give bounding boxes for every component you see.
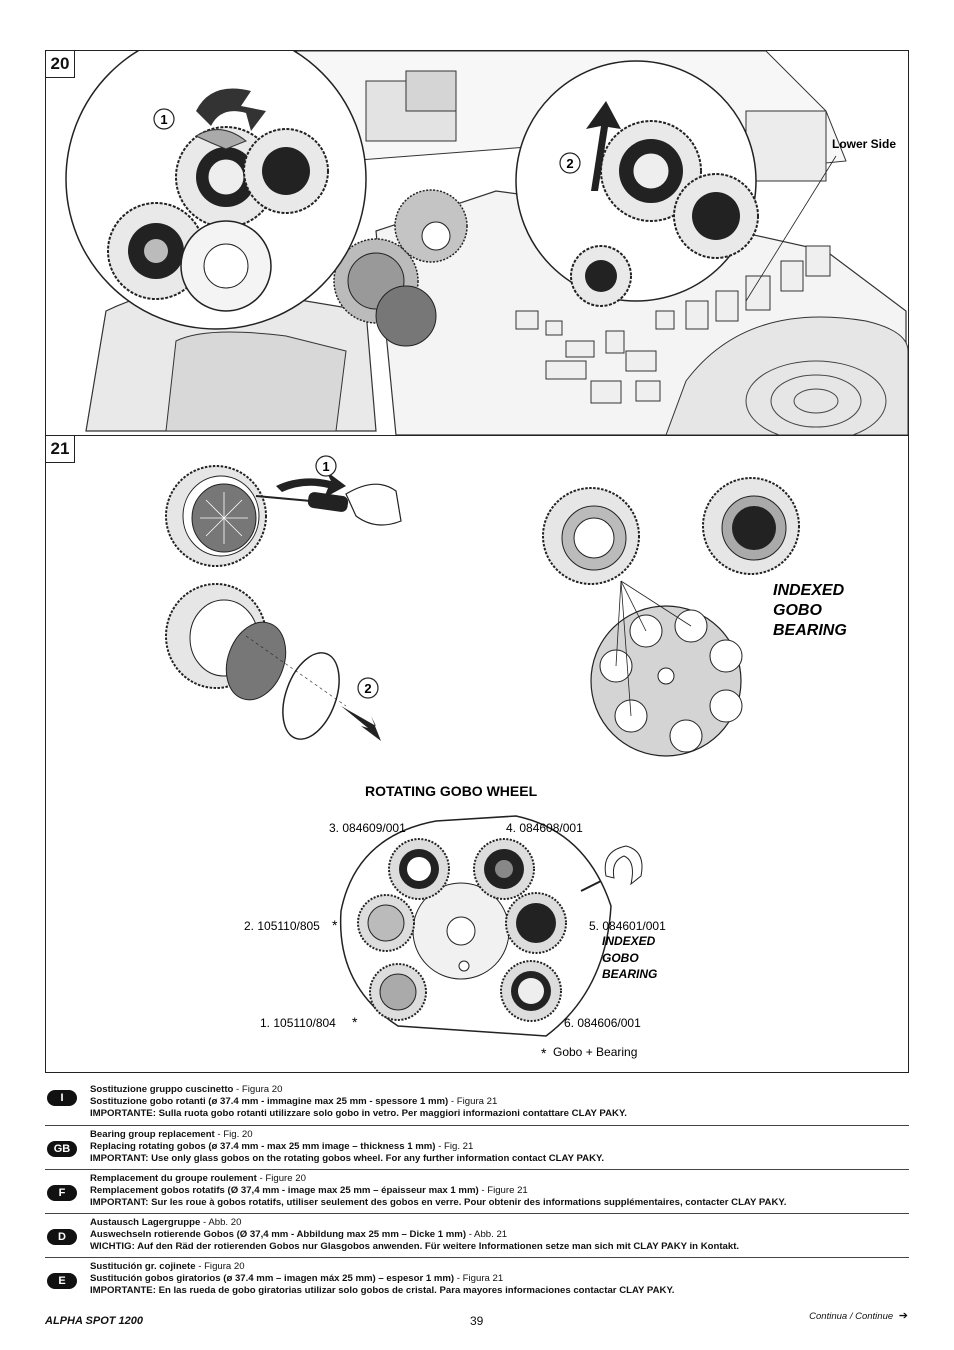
- legend-star: *: [541, 1045, 547, 1061]
- de-line3: WICHTIG: Auf den Räd der rotierenden Gobos nur Glasgobos anwenden. Für weitere Informationen setze man sich mit CLAY PAKY in Kontakt.: [90, 1241, 740, 1252]
- figure-21-illustration: [46, 436, 908, 1072]
- part-1-label: 1. 105110/804: [260, 1016, 336, 1030]
- es-line2: Sustitución gobos giratorios (ø 37.4 mm – imagen máx 25 mm) – espesor 1 mm): [90, 1273, 455, 1284]
- es-line1: Sustitución gr. cojinete: [90, 1261, 196, 1272]
- figure-21-number: 21: [46, 436, 75, 463]
- gb-line3: IMPORTANT: Use only glass gobos on the rotating gobos wheel. For any further information contact CLAY PAKY.: [90, 1153, 605, 1164]
- lang-row-es: [45, 1257, 909, 1302]
- it-line1-ref: - Figura 20: [233, 1084, 283, 1095]
- indexed-label-line2: GOBO: [773, 602, 822, 619]
- part-6-label: 6. 084606/001: [564, 1016, 641, 1030]
- lang-row-de: [45, 1213, 909, 1258]
- continue-note: [809, 1309, 908, 1322]
- product-name: ALPHA SPOT 1200: [45, 1315, 144, 1327]
- part-4-label: 4. 084608/001: [506, 821, 583, 835]
- figure-20-panel: [45, 50, 909, 436]
- lang-row-gb: [45, 1125, 909, 1170]
- rotating-gobo-wheel-title: ROTATING GOBO WHEEL: [365, 783, 538, 799]
- es-line2-ref: - Figura 21: [454, 1273, 504, 1284]
- arrow-right-icon: ➔: [898, 1310, 908, 1322]
- it-line1: Sostituzione gruppo cuscinetto: [90, 1084, 234, 1095]
- es-line1-ref: - Figura 20: [195, 1261, 245, 1272]
- lang-badge-it: I: [47, 1090, 77, 1106]
- fr-line2: Remplacement gobos rotatifs (Ø 37,4 mm - image max 25 mm – épaisseur max 1 mm): [90, 1185, 479, 1196]
- lang-badge-es: E: [47, 1273, 77, 1289]
- figure-21-panel: [45, 435, 909, 1073]
- lower-side-label: Lower Side: [831, 137, 896, 151]
- de-line1: Austausch Lagergruppe: [90, 1217, 201, 1228]
- fr-line2-ref: - Figure 21: [478, 1185, 528, 1196]
- part-5-label: 5. 084601/001: [589, 919, 666, 933]
- continue-text: Continua / Continue: [809, 1311, 894, 1322]
- page-number: 39: [470, 1314, 484, 1328]
- de-line2-ref: - Abb. 21: [466, 1229, 508, 1240]
- lang-badge-gb: GB: [47, 1141, 77, 1157]
- fig20-callout-1: 1: [160, 112, 168, 127]
- part-3-label: 3. 084609/001: [329, 821, 406, 835]
- gobo-removal-step-1: [166, 456, 401, 566]
- fr-line1: Remplacement du groupe roulement: [90, 1173, 257, 1184]
- figure-20-illustration: [46, 51, 908, 435]
- legend-gobo-bearing: Gobo + Bearing: [553, 1045, 638, 1059]
- part-5-indexed-line2: GOBO: [602, 951, 639, 965]
- es-line3: IMPORTANTE: En las rueda de gobo giratorias utilizar solo gobos de cristal. Para mayores informaciones contactar CLAY PAKY.: [90, 1285, 675, 1296]
- indexed-gobo-bearing-diagram: [543, 478, 847, 756]
- it-line2: Sostituzione gobo rotanti (ø 37.4 mm - immagine max 25 mm - spessore 1 mm): [90, 1096, 449, 1107]
- fr-line1-ref: - Figure 20: [256, 1173, 306, 1184]
- gobo-removal-step-2: [166, 584, 381, 747]
- gb-line1: Bearing group replacement: [90, 1129, 215, 1140]
- indexed-label-line3: BEARING: [773, 622, 847, 639]
- part-1-star: *: [352, 1014, 358, 1030]
- de-line1-ref: - Abb. 20: [200, 1217, 242, 1228]
- part-5-indexed-line1: INDEXED: [602, 934, 656, 948]
- lang-row-it: [45, 1081, 909, 1125]
- figure-20-number: 20: [46, 51, 75, 78]
- gb-line2-ref: - Fig. 21: [435, 1141, 474, 1152]
- fig20-callout-2: 2: [566, 156, 574, 171]
- fig21-callout-2: 2: [364, 681, 372, 696]
- lang-row-fr: [45, 1169, 909, 1214]
- fig21-callout-1: 1: [322, 459, 330, 474]
- part-2-star: *: [332, 917, 338, 933]
- indexed-label-line1: INDEXED: [773, 582, 845, 599]
- lang-badge-fr: F: [47, 1185, 77, 1201]
- part-5-indexed-line3: BEARING: [602, 967, 658, 981]
- lang-badge-de: D: [47, 1229, 77, 1245]
- de-line2: Auswechseln rotierende Gobos (Ø 37,4 mm - Abbildung max 25 mm – Dicke 1 mm): [90, 1229, 467, 1240]
- fr-line3: IMPORTANT: Sur les roue à gobos rotatifs, utiliser seulement des gobos en verre. Pour obtenir des informations supplémentaires, contacter CLAY PAKY.: [90, 1197, 787, 1208]
- part-2-label: 2. 105110/805: [244, 919, 320, 933]
- gb-line1-ref: - Fig. 20: [214, 1129, 253, 1140]
- gb-line2: Replacing rotating gobos (ø 37.4 mm - max 25 mm image – thickness 1 mm): [90, 1141, 436, 1152]
- it-line2-ref: - Figura 21: [448, 1096, 498, 1107]
- it-line3: IMPORTANTE: Sulla ruota gobo rotanti utilizzare solo gobo in vetro. Per maggiori informazioni contattare CLAY PAKY.: [90, 1108, 627, 1119]
